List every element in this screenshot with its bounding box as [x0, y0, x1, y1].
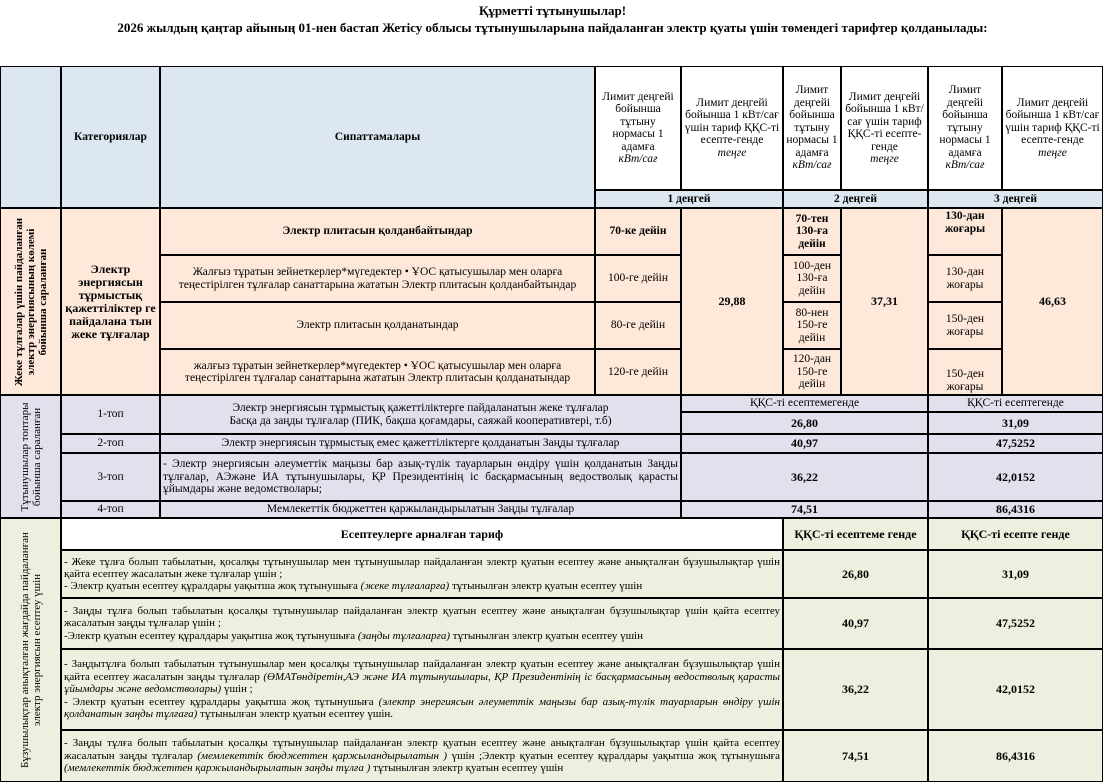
- violation-row-4-desc: - Заңды тұлға болып табылатын қосалқы тұтынушылар пайдаланған электр қуатын есептеу және анықталған бұзушылықтар үшін қайта есептеу жасалатын заңды тұлғалар (мемлекеттік бюджеттен қаржыландырылатын ) үшін ;Электр қуатын есептеу құралдары уақытша жоқ тұтынушыға (мемлекеттік бюджеттен қаржыландырылатын заңды тұлға ) тұтынылған электр қуатын есептеу үшін: [61, 730, 783, 782]
- header-tariff-level2: Лимит деңгейі бойынша 1 кВт/сағ үшін тариф ҚҚС-ті есепте-генде теңге: [841, 66, 928, 190]
- individuals-row2-level2: 100-ден 130-ға дейін: [783, 255, 841, 302]
- group-1-desc: Электр энергиясын тұрмыстық қажеттіліктерге пайдаланатын жеке тұлғалар Басқа да заңды тұлғалар (ПИК, бақша қоғамдары, саяжай кооперативтері, т.б): [160, 395, 681, 434]
- individuals-row3-level3: 150-ден жоғары: [928, 302, 1002, 349]
- group-4-name: 4-топ: [61, 501, 160, 518]
- violation-row-2-desc: - Заңды тұлға болып табылатын қосалқы тұтынушылар пайдаланған электр қуатын есептеу және анықталған бұзушылықтар үшін қайта есептеу жасалатын заңды тұлғалар үшін ; -Электр қуатын есептеу құралдары уақытша жоқ тұтынушыға (заңды тұлғаларға) тұтынылған электр қуатын есептеу үшін: [61, 598, 783, 649]
- group-2-no-vat: 40,97: [681, 434, 928, 453]
- group-3-name: 3-топ: [61, 453, 160, 501]
- violation-row-4-no-vat: 74,51: [783, 730, 928, 782]
- groups-side-label: Тұтынушылар топтары бойынша сараланған: [0, 395, 61, 518]
- header-norm-level2: Лимит деңгейі бойынша тұтыну нормасы 1 адамға кВт/сағ: [783, 66, 841, 190]
- individuals-row3-desc: Электр плитасын қолданатындар: [160, 302, 595, 349]
- individuals-row4-level1: 120-ге дейін: [595, 349, 681, 395]
- header-level2: 2 деңгей: [783, 190, 928, 208]
- violations-header: Есептеулерге арналған тариф: [61, 518, 783, 550]
- group-3-no-vat: 36,22: [681, 453, 928, 501]
- individuals-row4-level3: 150-ден жоғары: [928, 349, 1002, 395]
- violation-row-3-no-vat: 36,22: [783, 649, 928, 730]
- individuals-category: Электр энергиясын тұрмыстық қажеттіліктер ге пайдалана тын жеке тұлғалар: [61, 208, 160, 395]
- violation-row-3-desc: - Заңдытұлға болып табылатын тұтынушылар мен қосалқы тұтынушылар пайдаланған электр қуатын есептеу және анықталған бұзушылықтар үшін қайта есептеу жасалатын заңды тұлғалар (ӨМАТөндіретін,АЭ және ИА тұтынушылары, ҚР Президентінің іс басқармасының ведостволық қарасты ұйымдары және ведомстволары) үшін ; - Электр қуатын есептеу құралдары уақытша жоқ тұтынушыға (электр энергиясын әлеуметтік маңызы бар азық-түлік тауарларын өндіру үшін қолданатын заңды тұлғаға) тұтынылған электр қуатын есептеу үшін.: [61, 649, 783, 730]
- group-4-desc: Мемлекеттік бюджеттен қаржыландырылатын Заңды тұлғалар: [160, 501, 681, 518]
- header-descriptions: Сипаттамалары: [160, 66, 595, 208]
- group-4-vat: 86,4316: [928, 501, 1103, 518]
- group-1-name: 1-топ: [61, 395, 160, 434]
- individuals-row1-desc: Электр плитасын қолданбайтындар: [160, 208, 595, 255]
- group-3-desc: - Электр энергиясын әлеуметтік маңызы бар азық-түлік тауарларын өндіру үшін қолданатын Заңды тұлғалар, АЭжәне ИА тұтынушылары, ҚР Президентінің іс басқармасының ведостволық қарасты ұйымдары және ведомстволары;: [160, 453, 681, 501]
- violations-col-vat: ҚҚС-ті есепте генде: [928, 518, 1103, 550]
- header-level3: 3 деңгей: [928, 190, 1103, 208]
- violation-row-1-desc: - Жеке тұлға болып табылатын, қосалқы тұтынушылар мен тұтынушылар пайдаланған электр қуатын есептеу және анықталған бұзушылықтар үшін қайта есептеу жасалатын жеке тұлғалар үшін ; - Электр қуатын есептеу құралдары уақытша жоқ тұтынушыға (жеке тұлғаларға) тұтынылған электр қуатын есептеу үшін: [61, 550, 783, 598]
- violation-row-1-vat: 31,09: [928, 550, 1103, 598]
- individuals-row3-level1: 80-ге дейін: [595, 302, 681, 349]
- violation-row-2-no-vat: 40,97: [783, 598, 928, 649]
- individuals-row2-level3: 130-дан жоғары: [928, 255, 1002, 302]
- individuals-row3-level2: 80-нен 150-ге дейін: [783, 302, 841, 349]
- header-categories: Категориялар: [61, 66, 160, 208]
- header-norm-level1: Лимит деңгейі бойынша тұтыну нормасы 1 адамға кВт/сағ: [595, 66, 681, 190]
- individuals-side-label: Жеке тұлғалар үшін пайдаланған электр энергиясының көлемі бойынша сараланған: [0, 208, 61, 395]
- notice-subtitle: 2026 жылдың қаңтар айының 01-нен бастап Жетісу облысы тұтынушыларына пайдаланған электр қуаты үшін төмендегі тарифтер қолданылады:: [117, 20, 988, 35]
- violations-side-label: Бұзушылықтар анықталған жағдайда пайдаланған электр энергиясын есептеу үшін: [0, 518, 61, 782]
- notice-greeting: Құрметті тұтынушылар!: [478, 3, 627, 18]
- groups-col-no-vat: ҚҚС-ті есептемегенде: [681, 395, 928, 412]
- individuals-row4-desc: жалғыз тұратын зейнеткерлер*мүгедектер • ҰОС қатысушылар мен оларға теңестірілген тұлғалар санаттарына жататын Электр плитасын қолданатындар: [160, 349, 595, 395]
- groups-col-vat: ҚҚС-ті есептегенде: [928, 395, 1103, 412]
- group-4-no-vat: 74,51: [681, 501, 928, 518]
- individuals-row4-level2: 120-дан 150-ге дейін: [783, 349, 841, 395]
- individuals-tariff-level2: 37,31: [841, 208, 928, 395]
- violations-col-no-vat: ҚҚС-ті есептеме генде: [783, 518, 928, 550]
- violation-row-1-no-vat: 26,80: [783, 550, 928, 598]
- violation-row-4-vat: 86,4316: [928, 730, 1103, 782]
- group-1-no-vat: 26,80: [681, 412, 928, 434]
- header-norm-level3: Лимит деңгейі бойынша тұтыну нормасы 1 адамға кВт/сағ: [928, 66, 1002, 190]
- group-2-vat: 47,5252: [928, 434, 1103, 453]
- violation-row-3-vat: 42,0152: [928, 649, 1103, 730]
- individuals-row1-level2: 70-тен 130-ға дейін: [783, 208, 841, 255]
- individuals-tariff-level1: 29,88: [681, 208, 783, 395]
- header-tariff-level3: Лимит деңгейі бойынша 1 кВт/сағ үшін тариф ҚҚС-ті есепте-генде теңге: [1002, 66, 1103, 190]
- individuals-row2-desc: Жалғыз тұратын зейнеткерлер*мүгедектер • ҰОС қатысушылар мен оларға теңестірілген тұлғалар санаттарына жататын Электр плитасын қолданбайтындар: [160, 255, 595, 302]
- header-tariff-level1: Лимит деңгейі бойынша 1 кВт/сағ үшін тариф ҚҚС-ті есепте-генде теңге: [681, 66, 783, 190]
- header-level1: 1 деңгей: [595, 190, 783, 208]
- individuals-tariff-level3: 46,63: [1002, 208, 1103, 395]
- group-1-vat: 31,09: [928, 412, 1103, 434]
- group-3-vat: 42,0152: [928, 453, 1103, 501]
- individuals-row1-level3: 130-дан жоғары: [928, 208, 1002, 255]
- header-corner-cell: [0, 66, 61, 208]
- violation-row-2-vat: 47,5252: [928, 598, 1103, 649]
- individuals-row1-level1: 70-ке дейін: [595, 208, 681, 255]
- individuals-row2-level1: 100-ге дейін: [595, 255, 681, 302]
- group-2-desc: Электр энергиясын тұрмыстық емес қажеттіліктерге қолданатын Заңды тұлғалар: [160, 434, 681, 453]
- group-2-name: 2-топ: [61, 434, 160, 453]
